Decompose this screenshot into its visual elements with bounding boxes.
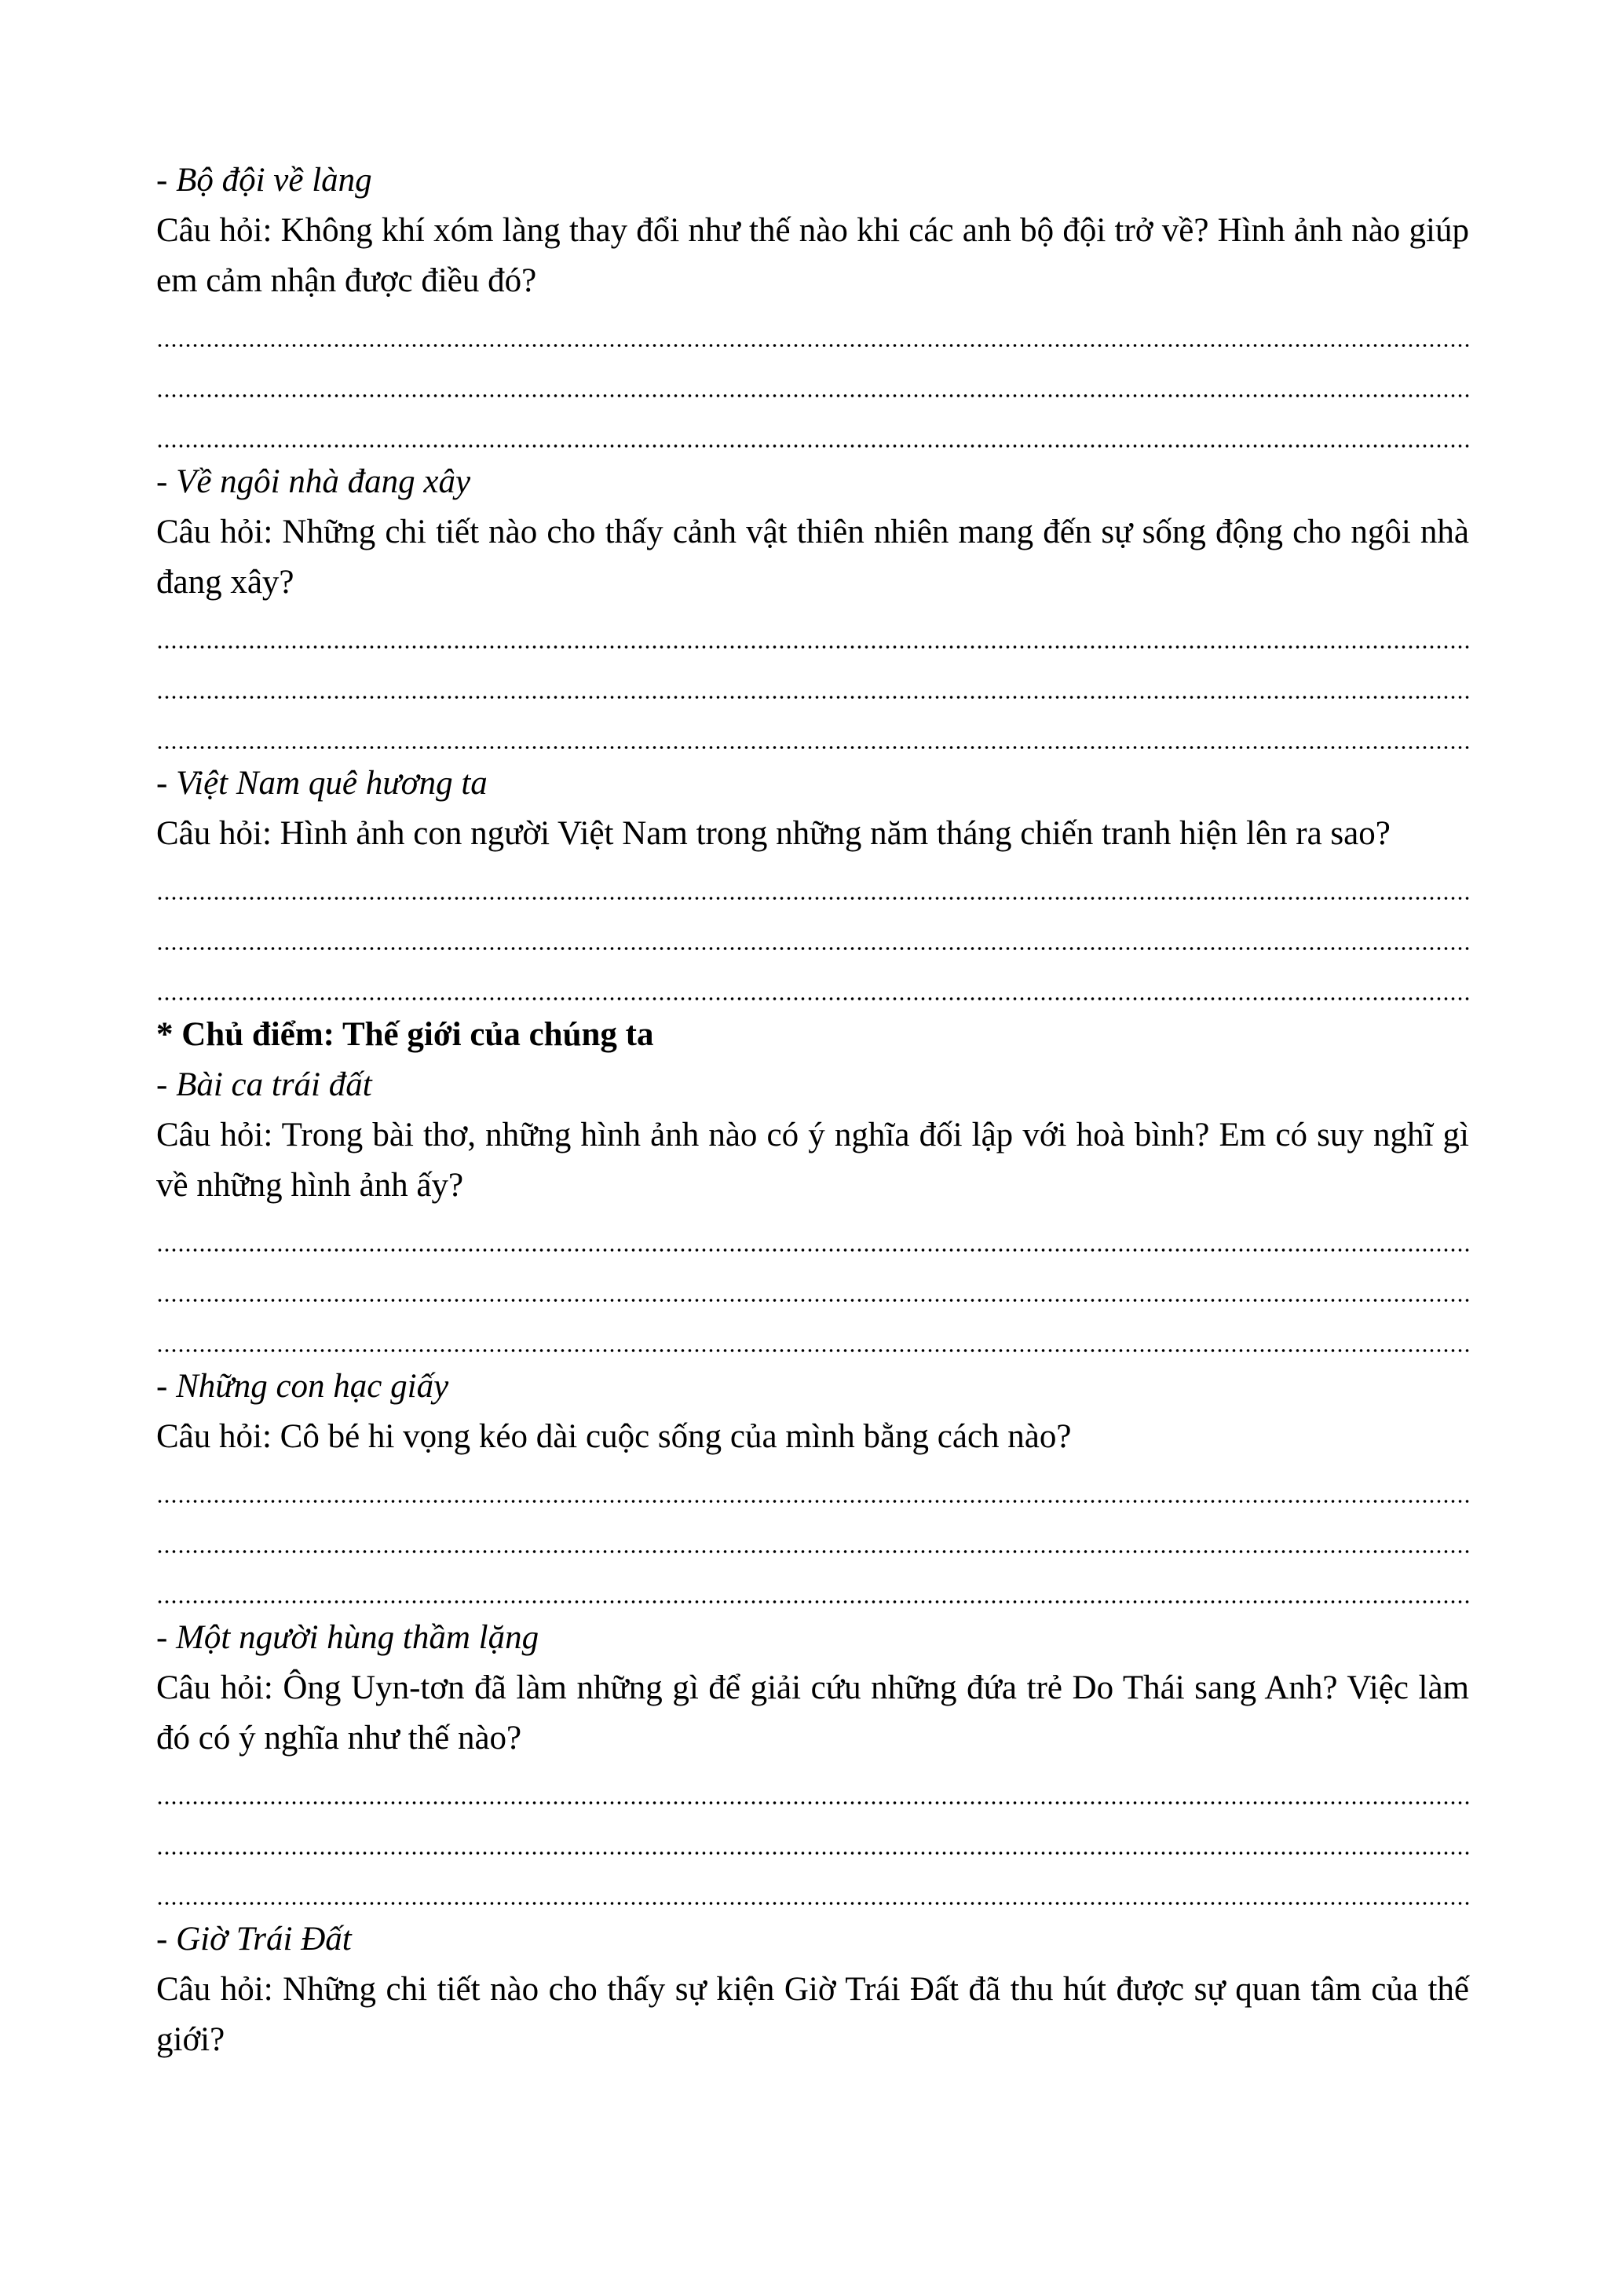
lesson-title: - Một người hùng thầm lặng: [156, 1619, 539, 1656]
answer-line: [156, 1764, 1469, 1814]
answer-line: [156, 306, 1469, 356]
answer-line: [156, 1311, 1469, 1362]
topic-heading: * Chủ điểm: Thế giới của chúng ta: [156, 1016, 654, 1053]
answer-line: [156, 708, 1469, 759]
answer-line: [156, 960, 1469, 1010]
question-text: Câu hỏi: Hình ảnh con người Việt Nam trong những năm tháng chiến tranh hiện lên ra sao?: [156, 815, 1391, 852]
answer-line: [156, 1211, 1469, 1261]
answer-line: [156, 1563, 1469, 1613]
answer-line: [156, 1814, 1469, 1864]
answer-line: [156, 407, 1469, 457]
answer-line: [156, 1864, 1469, 1914]
lesson-title: - Những con hạc giấy: [156, 1368, 449, 1405]
lesson-title: - Bài ca trái đất: [156, 1066, 372, 1103]
lesson-title: - Việt Nam quê hương ta: [156, 765, 488, 802]
answer-line: [156, 1462, 1469, 1512]
question-text: Câu hỏi: Không khí xóm làng thay đổi như thế nào khi các anh bộ đội trở về? Hình ảnh nào giúp em cảm nhận được điều đó?: [156, 212, 1469, 299]
answer-line: [156, 1261, 1469, 1311]
lesson-title: - Giờ Trái Đất: [156, 1921, 352, 1958]
question-text: Câu hỏi: Trong bài thơ, những hình ảnh nào có ý nghĩa đối lập với hoà bình? Em có suy nghĩ gì về những hình ảnh ấy?: [156, 1117, 1469, 1204]
question-text: Câu hỏi: Những chi tiết nào cho thấy sự kiện Giờ Trái Đất đã thu hút được sự quan tâm của thế giới?: [156, 1971, 1469, 2058]
answer-line: [156, 909, 1469, 960]
lesson-title: - Bộ đội về làng: [156, 162, 372, 199]
answer-line: [156, 859, 1469, 909]
worksheet-page: [156, 155, 1469, 2065]
question-text: Câu hỏi: Cô bé hi vọng kéo dài cuộc sống của mình bằng cách nào?: [156, 1418, 1072, 1455]
question-text: Câu hỏi: Những chi tiết nào cho thấy cảnh vật thiên nhiên mang đến sự sống động cho ngôi nhà đang xây?: [156, 514, 1469, 601]
answer-line: [156, 1512, 1469, 1563]
lesson-title: - Về ngôi nhà đang xây: [156, 463, 471, 500]
answer-line: [156, 658, 1469, 708]
answer-line: [156, 608, 1469, 658]
answer-line: [156, 356, 1469, 407]
question-text: Câu hỏi: Ông Uyn-tơn đã làm những gì để giải cứu những đứa trẻ Do Thái sang Anh? Việc làm đó có ý nghĩa như thế nào?: [156, 1669, 1469, 1757]
